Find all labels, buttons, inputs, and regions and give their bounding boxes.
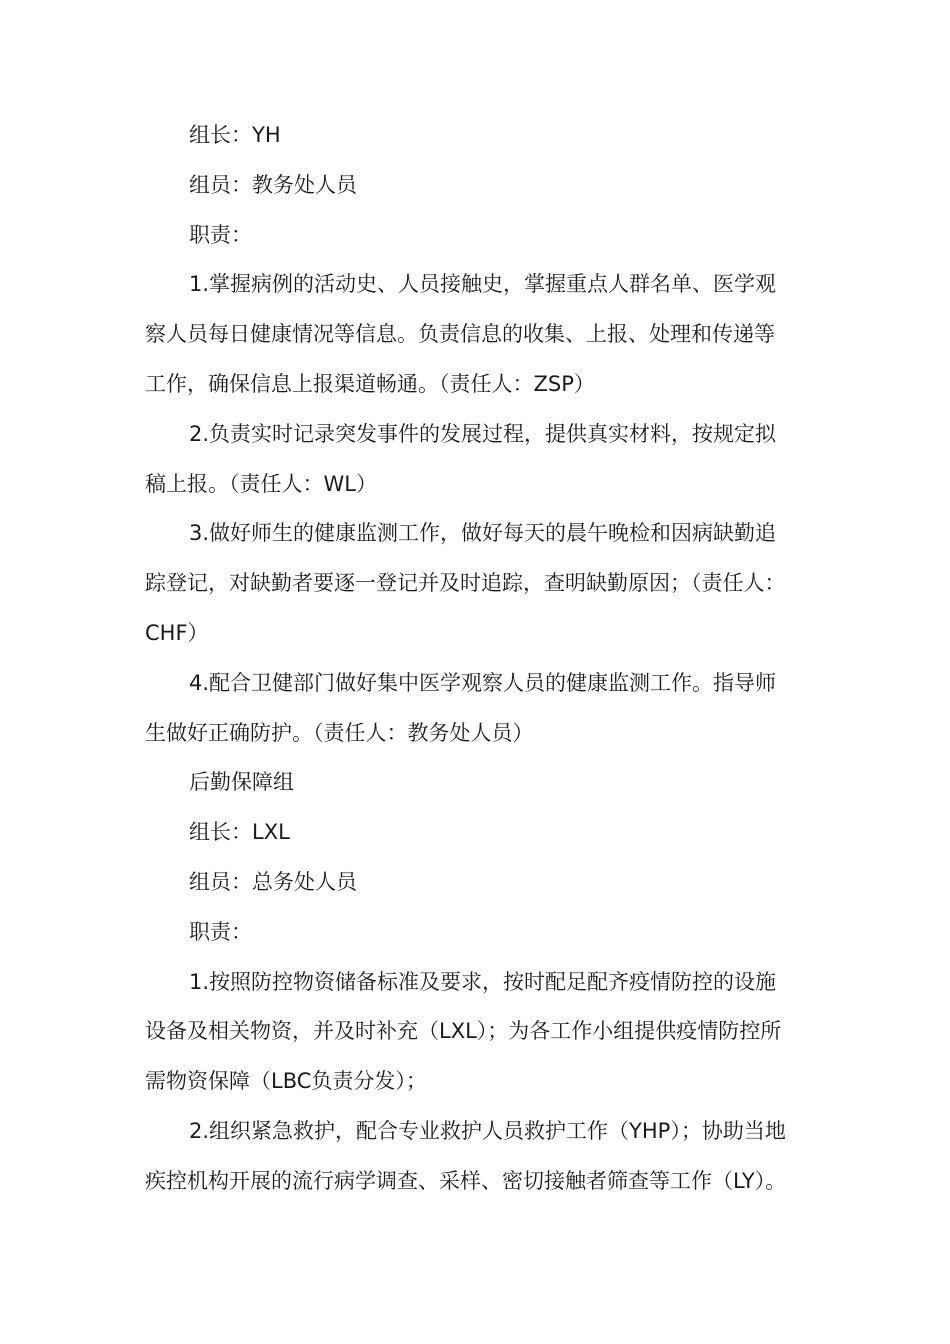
logistics-duty-2-line-2: 疾控机构开展的流行病学调查、采样、密切接触者筛查等工作（LY）。: [145, 1168, 787, 1193]
duty-1-line-2: 察人员每日健康情况等信息。负责信息的收集、上报、处理和传递等: [145, 322, 775, 347]
duty-3-line-1: 3.做好师生的健康监测工作，做好每天的晨午晚检和因病缺勤追: [189, 521, 777, 546]
duty-4-line-2: 生做好正确防护。（责任人：教务处人员）: [145, 720, 534, 745]
logistics-duties-heading: 职责：: [189, 919, 252, 944]
logistics-duty-1-line-3: 需物资保障（LBC负责分发）；: [145, 1069, 427, 1094]
logistics-duty-2-line-1: 2.组织紧急救护，配合专业救护人员救护工作（YHP）；协助当地: [189, 1118, 786, 1143]
duty-2-line-2: 稿上报。（责任人：WL）: [145, 471, 377, 496]
duty-3-line-2: 踪登记，对缺勤者要逐一登记并及时追踪，查明缺勤原因；（责任人：: [145, 571, 786, 596]
duties-heading: 职责：: [189, 222, 252, 247]
document-body: [145, 111, 809, 1207]
duty-1-line-3: 工作，确保信息上报渠道畅通。（责任人：ZSP）: [145, 371, 595, 396]
duty-3-line-3: CHF）: [145, 620, 209, 645]
logistics-leader-line: 组长：LXL: [189, 820, 290, 845]
logistics-duty-1-line-1: 1.按照防控物资储备标准及要求，按时配足配齐疫情防控的设施: [189, 969, 777, 994]
duty-1-line-1: 1.掌握病例的活动史、人员接触史，掌握重点人群名单、医学观: [189, 272, 777, 297]
logistics-members-line: 组员：总务处人员: [189, 869, 357, 894]
team-members-line: 组员：教务处人员: [189, 172, 357, 197]
section-heading-logistics: 后勤保障组: [189, 770, 294, 795]
team-leader-line: 组长：YH: [189, 123, 281, 147]
duty-4-line-1: 4.配合卫健部门做好集中医学观察人员的健康监测工作。指导师: [189, 670, 777, 695]
logistics-duty-1-line-2: 设备及相关物资，并及时补充（LXL）；为各工作小组提供疫情防控所: [145, 1019, 782, 1044]
duty-2-line-1: 2.负责实时记录突发事件的发展过程，提供真实材料，按规定拟: [189, 421, 777, 446]
